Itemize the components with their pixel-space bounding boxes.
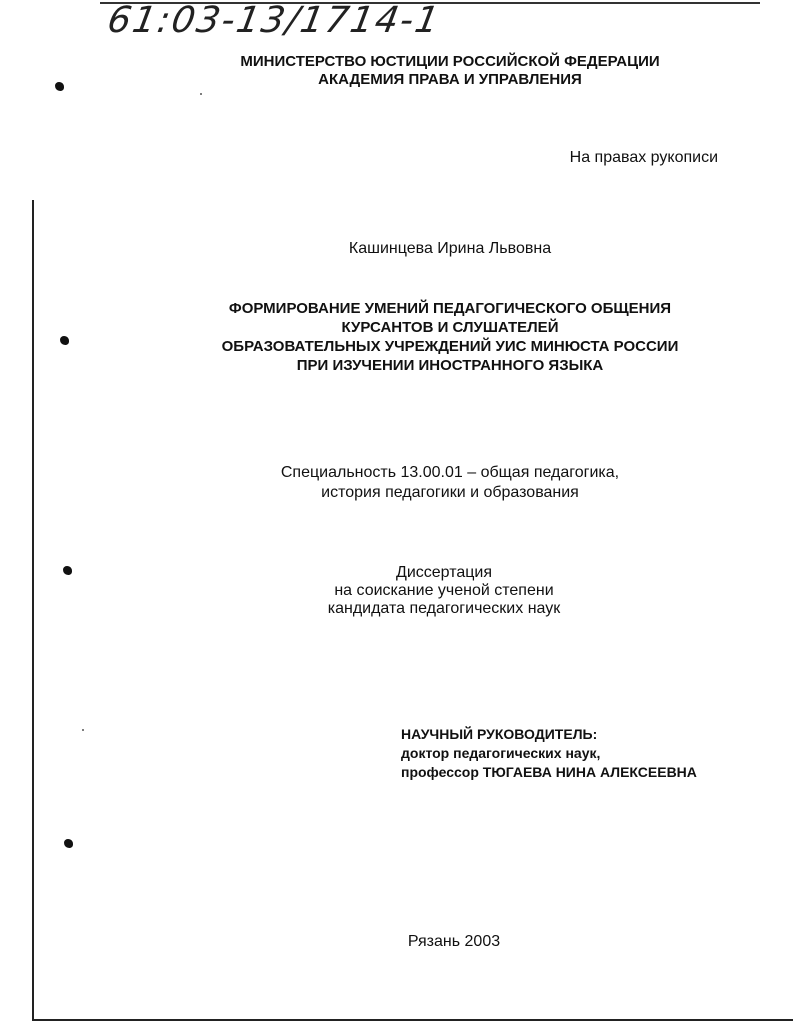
specialty-line: история педагогики и образования — [321, 484, 579, 501]
title-line: ОБРАЗОВАТЕЛЬНЫХ УЧРЕЖДЕНИЙ УИС МИНЮСТА РОССИИ — [221, 338, 679, 355]
city-year: Рязань 2003 — [407, 933, 501, 950]
hole-punch-mark — [60, 336, 69, 345]
specialty-line: Специальность 13.00.01 – общая педагогика, — [280, 464, 620, 481]
supervisor-degree: доктор педагогических наук, — [401, 745, 601, 761]
scan-bottom-border — [32, 1019, 793, 1021]
academy-line: АКАДЕМИЯ ПРАВА И УПРАВЛЕНИЯ — [318, 71, 582, 88]
catalog-number: 61:03-13/1714-1 — [104, 0, 444, 41]
ministry-header — [150, 53, 750, 89]
degree-line: на соискание ученой степени — [334, 582, 554, 599]
supervisor-heading: НАУЧНЫЙ РУКОВОДИТЕЛЬ: — [401, 726, 598, 742]
title-line: ФОРМИРОВАНИЕ УМЕНИЙ ПЕДАГОГИЧЕСКОГО ОБЩЕНИЯ — [228, 300, 672, 317]
dissertation-title — [150, 299, 750, 375]
scientific-supervisor — [401, 725, 781, 782]
degree-line: Диссертация — [395, 564, 493, 581]
author-name: Кашинцева Ирина Львовна — [348, 240, 552, 257]
scan-left-border — [32, 200, 34, 1020]
hole-punch-mark — [63, 566, 72, 575]
title-line: КУРСАНТОВ И СЛУШАТЕЛЕЙ — [341, 319, 559, 336]
supervisor-name: профессор ТЮГАЕВА НИНА АЛЕКСЕЕВНА — [401, 764, 697, 780]
hole-punch-mark — [64, 839, 73, 848]
ministry-line: МИНИСТЕРСТВО ЮСТИЦИИ РОССИЙСКОЙ ФЕДЕРАЦИИ — [240, 53, 660, 70]
specialty — [150, 463, 750, 503]
title-line: ПРИ ИЗУЧЕНИИ ИНОСТРАННОГО ЯЗЫКА — [296, 357, 604, 374]
degree-statement — [150, 564, 738, 618]
hole-punch-mark — [55, 82, 64, 91]
degree-line: кандидата педагогических наук — [327, 600, 561, 617]
scan-speck — [200, 93, 202, 95]
scan-speck — [82, 729, 84, 731]
manuscript-rights: На правах рукописи — [569, 149, 718, 166]
